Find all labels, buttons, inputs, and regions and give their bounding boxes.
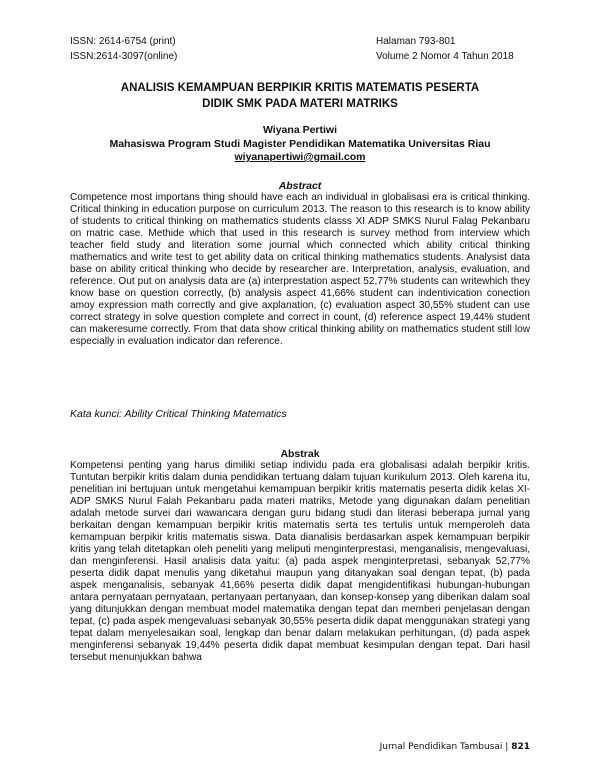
abstract-text-en: Competence most importans thing should have each an individual in globalisasi era is critical thinking. Critical thinking in education purpose on curriculum 2013. The reason to this research is to know ability of students to critical thinking on mathematics students classs XI ADP SMKS Nurul Falag Pekanbaru on matric case. Methide which that used in this research is survey method from interview which teacher field study and literation some journal which connected which ability critical thinking mathematics and write test to get ability data on critical thinking mathematics students. Analysist data base on ability critical thinking who decide by researcher are. Interpretation, analysis, evaluation, and reference. Out put on analysis data are (a) interprestation aspect 52,77% students can writewhich they know base on question correctly, (b) analysis aspect 41,66% student can indentivication conection amoy expression math correctly and give axplanation, (c) evaluation aspect 30,55% student can use correct strategy in solve question complete and correct in count, (d) reference aspect 19,44% student can makeresume correctly. From that data show critical thinking ability on mathematics student still low especially in evaluation indicator dan reference. — [70, 192, 530, 347]
page-range: Halaman 793-801 — [376, 36, 456, 47]
issn-print: ISSN: 2614-6754 (print) — [70, 36, 176, 47]
volume-info: Volume 2 Nomor 4 Tahun 2018 — [376, 51, 514, 62]
issue-block — [376, 34, 514, 64]
author-affiliation: Mahasiswa Program Studi Magister Pendidikan Matematika Universitas Riau — [109, 137, 491, 150]
page-footer — [380, 742, 530, 752]
page-number: 821 — [511, 742, 530, 752]
title-line-2: DIDIK SMK PADA MATERI MATRIKS — [202, 98, 398, 110]
title-line-1: ANALISIS KEMAMPUAN BERPIKIR KRITIS MATEMATIS PESERTA — [120, 82, 480, 94]
journal-name: Jurnal Pendidikan Tambusai | — [379, 742, 509, 752]
author-block — [60, 124, 540, 165]
author-name: Wiyana Pertiwi — [262, 124, 337, 136]
issn-block — [70, 34, 177, 64]
abstract-heading-id: Abstrak — [280, 448, 320, 460]
keywords: Kata kunci: Ability Critical Thinking Matematics — [70, 408, 287, 420]
abstract-heading-en: Abstract — [278, 180, 322, 192]
author-email[interactable]: wiyanapertiwi@gmail.com — [234, 151, 366, 163]
issn-online: ISSN:2614-3097(online) — [70, 51, 178, 62]
paper-title — [60, 80, 540, 112]
abstract-text-id: Kompetensi penting yang harus dimiliki setiap individu pada era globalisasi adalah berpikir kritis. Tuntutan berpikir kritis dalam dunia pendidikan tertuang dalam tujuan kurikulum 2013. Oleh karena itu, penelitian ini bertujuan untuk mengetahui kemampuan berpikir kritis matematis peserta didik kelas XI-ADP SMKS Nurul Falah Pekanbaru pada materi matriks, Metode yang digunakan dalam penelitian adalah metode survei dari wawancara dengan guru bidang studi dan literasi beberapa jurnal yang berkaitan dengan kemampuan berpikir kritis matematis serta tes tertulis untuk memperoleh data kemampuan berpikir kritis matematis siswa. Data dianalisis berdasarkan aspek kemampuan berpikir kritis yang telah ditetapkan oleh peneliti yang meliputi menginterprestasi, menganalisis, mengevaluasi, dan menginferensi. Hasil analisis data yaitu: (a) pada aspek menginterpretasi, sebanyak 52,77% peserta didik dapat menulis yang diketahui maupun yang ditanyakan soal dengan tepat, (b) pada aspek menganalisis, sebanyak 41,66% peserta didik dapat mengidentifikasi hubungan-hubungan antara pernyataan pernyataan, pertanyaan pertanyaan, dan konsep-konsep yang diberikan dalam soal yang ditunjukkan dengan membuat model matematika dengan tepat dan memberi penjelasan dengan tepat, (c) pada aspek mengevaluasi sebanyak 30,55% peserta didik dapat menggunakan strategi yang tepat dalam menyelesaikan soal, lengkap dan benar dalam melakukan perhitungan, (d) pada aspek menginferensi sebanyak 19,44% peserta didik dapat membuat kesimpulan dengan tepat. Dari hasil tersebut menunjukkan bahwa — [70, 460, 530, 663]
